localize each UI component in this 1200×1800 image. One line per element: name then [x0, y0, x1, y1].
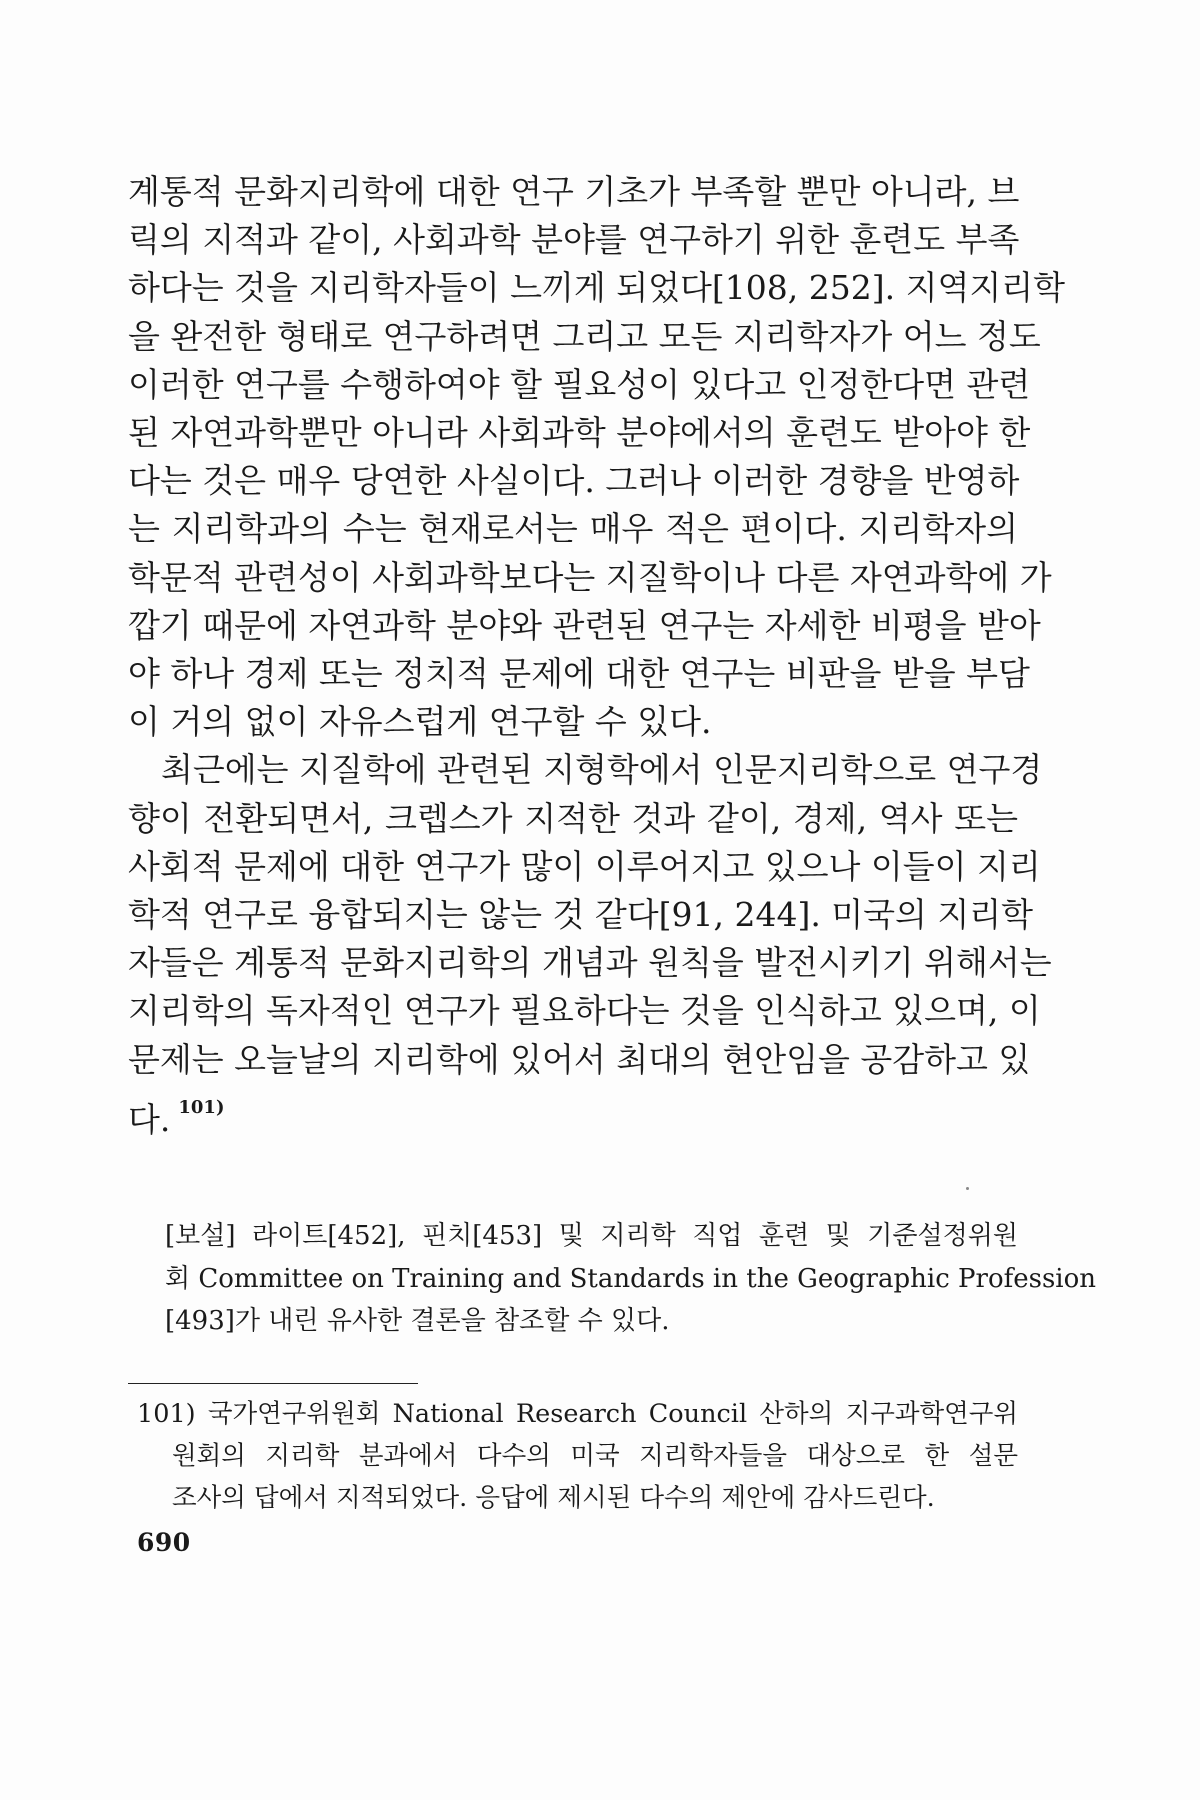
body-text	[128, 168, 1065, 1144]
body-line: 야 하나 경제 또는 정치적 문제에 대한 연구는 비판을 받을 부담	[128, 654, 1030, 694]
body-line: 된 자연과학뿐만 아니라 사회과학 분야에서의 훈련도 받아야 한	[128, 413, 1031, 453]
footnote-line: 원회의 지리학 분과에서 다수의 미국 지리학자들을 대상으로 한 설문	[172, 1441, 1018, 1471]
footnote	[137, 1393, 1018, 1519]
body-line: 지리학의 독자적인 연구가 필요하다는 것을 인식하고 있으며, 이	[128, 991, 1041, 1031]
note-line: 회 Committee on Training and Standards in the Geographic Profession	[165, 1263, 1097, 1294]
footnote-line: 101) 국가연구위원회 National Research Council 산하의 지구과학연구위	[137, 1399, 1018, 1429]
body-line: 향이 전환되면서, 크렙스가 지적한 것과 같이, 경제, 역사 또는	[128, 798, 1018, 838]
note-line: [493]가 내린 유사한 결론을 참조할 수 있다.	[165, 1306, 670, 1336]
supplementary-note	[165, 1215, 1097, 1343]
body-line: 자들은 계통적 문화지리학의 개념과 원칙을 발전시키기 위해서는	[128, 943, 1052, 983]
body-line: 계통적 문화지리학에 대한 연구 기초가 부족할 뿐만 아니라, 브	[128, 172, 1020, 211]
body-line: 사회적 문제에 대한 연구가 많이 이루어지고 있으나 이들이 지리	[128, 846, 1041, 886]
body-line: 최근에는 지질학에 관련된 지형학에서 인문지리학으로 연구경	[161, 750, 1043, 790]
body-line: 을 완전한 형태로 연구하려면 그리고 모든 지리학자가 어느 정도	[128, 316, 1041, 356]
body-line: 다는 것은 매우 당연한 사실이다. 그러나 이러한 경향을 반영하	[128, 461, 1020, 501]
body-line: 이 거의 없이 자유스럽게 연구할 수 있다.	[128, 702, 712, 742]
footnote-line: 조사의 답에서 지적되었다. 응답에 제시된 다수의 제안에 감사드린다.	[172, 1483, 935, 1513]
body-line: 학적 연구로 융합되지는 않는 것 같다[91, 244]. 미국의 지리학	[128, 895, 1034, 935]
body-line: 는 지리학과의 수는 현재로서는 매우 적은 편이다. 지리학자의	[128, 509, 1018, 549]
body-line: 이러한 연구를 수행하여야 할 필요성이 있다고 인정한다면 관련	[128, 364, 1031, 404]
page-number: 690	[137, 1528, 191, 1557]
footnote-divider	[128, 1383, 418, 1384]
body-line: 깝기 때문에 자연과학 분야와 관련된 연구는 자세한 비평을 받아	[128, 605, 1041, 645]
note-line: [보설] 라이트[452], 핀치[453] 및 지리학 직업 훈련 및 기준설정위원	[165, 1221, 1018, 1251]
body-line: 문제는 오늘날의 지리학에 있어서 최대의 현안임을 공감하고 있	[128, 1039, 1031, 1079]
body-line-final-text: 다.	[128, 1099, 171, 1139]
body-line: 릭의 지적과 같이, 사회과학 분야를 연구하기 위한 훈련도 부족	[128, 220, 1020, 260]
body-line: 학문적 관련성이 사회과학보다는 지질학이나 다른 자연과학에 가	[128, 557, 1052, 597]
body-line-final	[128, 1084, 1018, 1144]
scan-speck	[966, 1187, 969, 1190]
body-line: 하다는 것을 지리학자들이 느끼게 되었다[108, 252]. 지역지리학	[128, 268, 1065, 308]
footnote-marker: 101)	[178, 1096, 225, 1118]
